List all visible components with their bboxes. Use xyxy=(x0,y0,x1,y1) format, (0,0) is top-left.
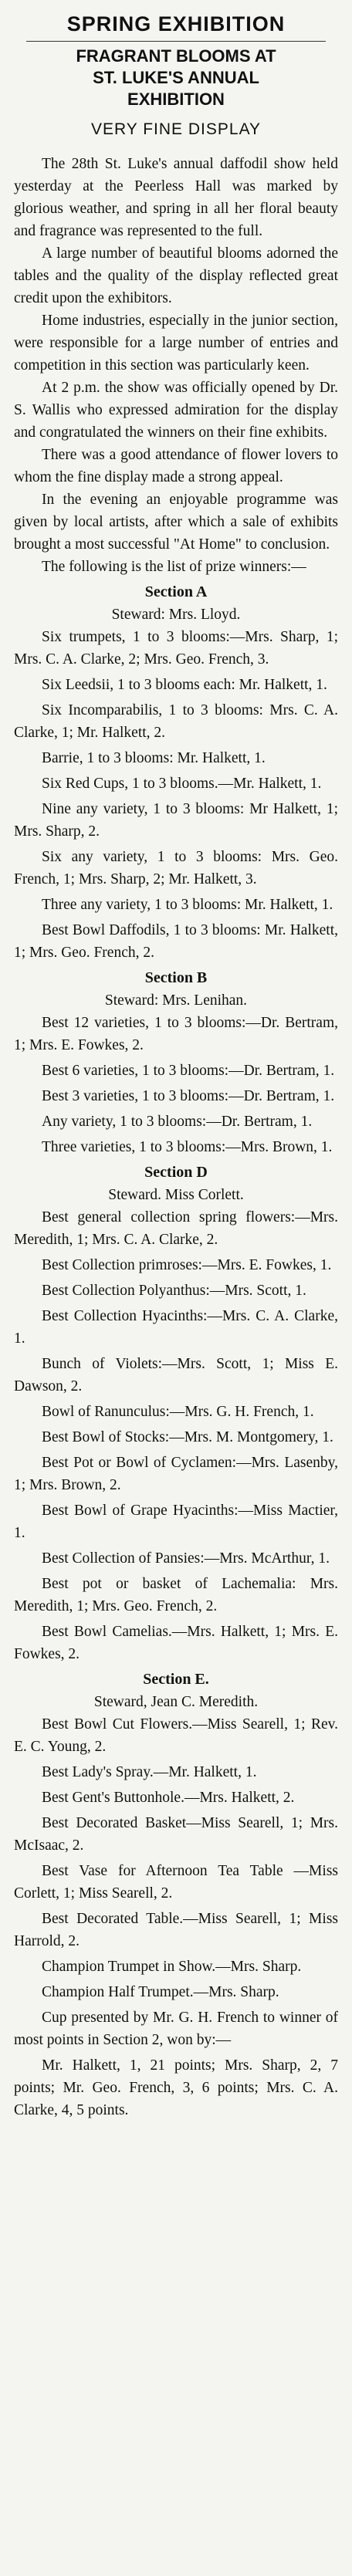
headline: SPRING EXHIBITION xyxy=(66,12,286,35)
section-title: Section A xyxy=(144,583,208,600)
prize-entry: Six Incomparabilis, 1 to 3 blooms: Mrs. C. A. Clarke, 1; Mr. Halkett, 2. xyxy=(14,702,338,741)
section-steward: Steward. Miss Corlett. xyxy=(108,1187,244,1203)
prize-entry: Best Decorated Table.—Miss Searell, 1; Miss Harrold, 2. xyxy=(14,1911,338,1949)
prize-list xyxy=(14,581,338,2121)
prize-entry: Best Collection Hyacinths:—Mrs. C. A. Clarke, 1. xyxy=(14,1308,338,1347)
prize-entry: Six Leedsii, 1 to 3 blooms each: Mr. Halkett, 1. xyxy=(42,677,327,693)
section-steward: Steward, Jean C. Meredith. xyxy=(93,1694,259,1710)
prize-entry: Six Red Cups, 1 to 3 blooms.—Mr. Halkett, 1. xyxy=(42,776,322,792)
prize-entry: Champion Half Trumpet.—Mrs. Sharp. xyxy=(42,1984,279,2000)
prize-entry: Best 6 varieties, 1 to 3 blooms:—Dr. Bertram, 1. xyxy=(42,1063,335,1079)
prize-entry: Best Bowl Camelias.—Mrs. Halkett, 1; Mrs. E. Fowkes, 2. xyxy=(14,1624,338,1662)
section-title: Section D xyxy=(144,1164,208,1181)
section-title: Section E. xyxy=(143,1671,209,1688)
article-paragraph: Home industries, especially in the junior section, were responsible for a large number of entries and competition in this section was particularly keen. xyxy=(14,313,338,374)
prize-entry: Mr. Halkett, 1, 21 points; Mrs. Sharp, 2, 7 points; Mr. Geo. French, 3, 6 points; Mrs. C. A. Clarke, 4, 5 points. xyxy=(14,2057,338,2118)
article-paragraph: In the evening an enjoyable programme was given by local artists, after which a sale of exhibits brought a most successful "At Home" to conclusion. xyxy=(14,492,338,553)
prize-entry: Cup presented by Mr. G. H. French to winner of most points in Section 2, won by:— xyxy=(14,2010,338,2048)
prize-entry: Three any variety, 1 to 3 blooms: Mr. Halkett, 1. xyxy=(42,897,333,913)
divider-rule xyxy=(26,41,326,42)
prize-entry: Three varieties, 1 to 3 blooms:—Mrs. Brown, 1. xyxy=(42,1139,333,1155)
prize-entry: Best pot or basket of Lachemalia: Mrs. Meredith, 1; Mrs. Geo. French, 2. xyxy=(14,1576,338,1614)
article-paragraph: There was a good attendance of flower lovers to whom the fine display made a strong appeal. xyxy=(14,447,338,485)
prize-entry: Six trumpets, 1 to 3 blooms:—Mrs. Sharp, 1; Mrs. C. A. Clarke, 2; Mrs. Geo. French, 3. xyxy=(14,629,338,668)
prize-entry: Best 12 varieties, 1 to 3 blooms:—Dr. Bertram, 1; Mrs. E. Fowkes, 2. xyxy=(14,1015,338,1053)
prize-entry: Best Bowl of Stocks:—Mrs. M. Montgomery, 1. xyxy=(42,1429,333,1445)
subheadline-1: FRAGRANT BLOOMS AT xyxy=(76,46,276,66)
prize-entry: Best general collection spring flowers:—Mrs. Meredith, 1; Mrs. C. A. Clarke, 2. xyxy=(14,1209,338,1248)
prize-entry: Best Pot or Bowl of Cyclamen:—Mrs. Lasenby, 1; Mrs. Brown, 2. xyxy=(14,1455,338,1493)
article-paragraph: The following is the list of prize winners:— xyxy=(42,559,306,575)
article-paragraph: At 2 p.m. the show was officially opened by Dr. S. Wallis who expressed admiration for the display and congratulated the winners on their fine exhibits. xyxy=(14,380,338,441)
prize-entry: Best Gent's Buttonhole.—Mrs. Halkett, 2. xyxy=(42,1790,295,1806)
article-paragraph: The 28th St. Luke's annual daffodil show held yesterday at the Peerless Hall was marked by glorious weather, and spring in all her floral beauty and fragrance was represented to the full. xyxy=(14,156,338,239)
prize-entry: Barrie, 1 to 3 blooms: Mr. Halkett, 1. xyxy=(42,750,266,766)
prize-entry: Six any variety, 1 to 3 blooms: Mrs. Geo. French, 1; Mrs. Sharp, 2; Mr. Halkett, 3. xyxy=(14,849,338,887)
secondary-subheadline: VERY FINE DISPLAY xyxy=(90,120,262,138)
prize-entry: Best Collection primroses:—Mrs. E. Fowkes, 1. xyxy=(42,1257,332,1273)
prize-entry: Best Decorated Basket—Miss Searell, 1; Mrs. McIsaac, 2. xyxy=(14,1815,338,1854)
prize-section xyxy=(14,1161,338,1665)
prize-entry: Any variety, 1 to 3 blooms:—Dr. Bertram, 1. xyxy=(42,1114,313,1130)
prize-section xyxy=(14,581,338,964)
article-paragraph: A large number of beautiful blooms adorned the tables and the quality of the display reflected great credit upon the exhibitors. xyxy=(14,245,338,306)
prize-entry: Best Collection Polyanthus:—Mrs. Scott, 1. xyxy=(42,1283,306,1299)
section-steward: Steward: Mrs. Lenihan. xyxy=(104,992,248,1009)
prize-entry: Best 3 varieties, 1 to 3 blooms:—Dr. Bertram, 1. xyxy=(42,1088,335,1104)
prize-entry: Bowl of Ranunculus:—Mrs. G. H. French, 1. xyxy=(42,1404,314,1420)
article-body xyxy=(14,153,338,578)
section-title: Section B xyxy=(144,969,208,986)
prize-entry: Bunch of Violets:—Mrs. Scott, 1; Miss E. Dawson, 2. xyxy=(14,1356,338,1394)
prize-entry: Champion Trumpet in Show.—Mrs. Sharp. xyxy=(42,1959,302,1975)
subheadline-3: EXHIBITION xyxy=(127,90,225,109)
prize-entry: Nine any variety, 1 to 3 blooms: Mr Halkett, 1; Mrs. Sharp, 2. xyxy=(14,801,338,840)
prize-entry: Best Collection of Pansies:—Mrs. McArthur, 1. xyxy=(42,1550,330,1567)
section-steward: Steward: Mrs. Lloyd. xyxy=(111,607,241,623)
prize-entry: Best Bowl Cut Flowers.—Miss Searell, 1; Rev. E. C. Young, 2. xyxy=(14,1716,338,1755)
prize-entry: Best Bowl Daffodils, 1 to 3 blooms: Mr. Halkett, 1; Mrs. Geo. French, 2. xyxy=(14,922,338,961)
prize-entry: Best Vase for Afternoon Tea Table —Miss Corlett, 1; Miss Searell, 2. xyxy=(14,1863,338,1902)
prize-entry: Best Lady's Spray.—Mr. Halkett, 1. xyxy=(42,1764,257,1780)
subheadline-2: ST. LUKE'S ANNUAL xyxy=(93,68,259,87)
prize-section xyxy=(14,1668,338,2121)
prize-section xyxy=(14,967,338,1158)
prize-entry: Best Bowl of Grape Hyacinths:—Miss Mactier, 1. xyxy=(14,1503,338,1541)
